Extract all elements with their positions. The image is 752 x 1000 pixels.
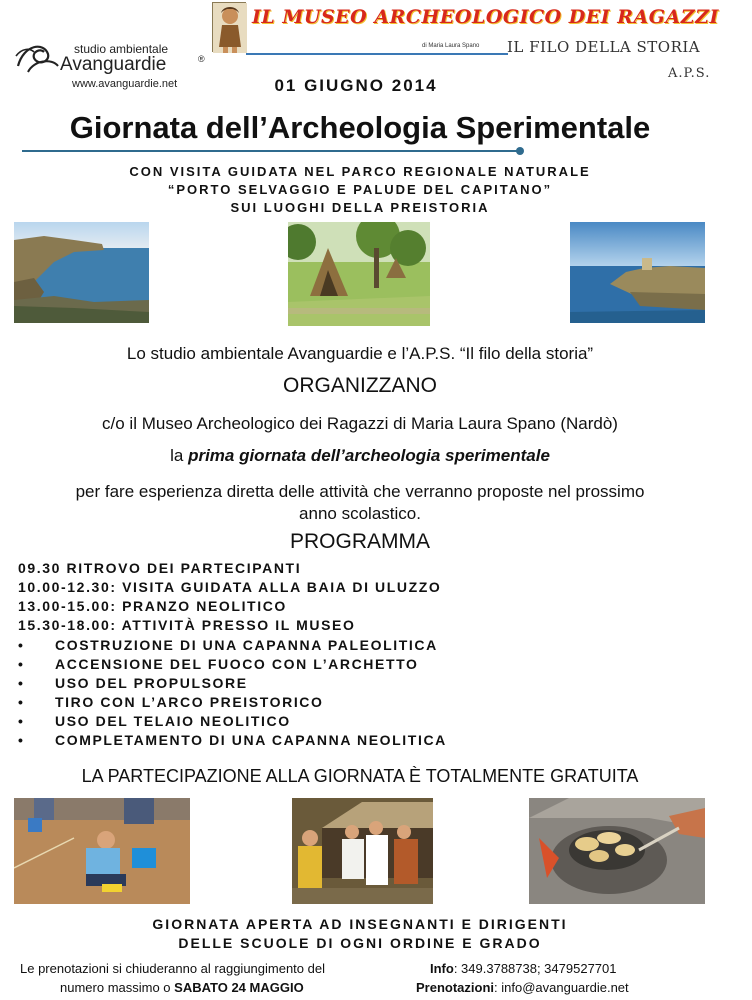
purpose-line-2: anno scolastico. — [299, 504, 421, 523]
photo-coast-cliffs — [14, 222, 149, 323]
aps-label: A.P.S. — [668, 66, 711, 81]
info-contact — [430, 961, 617, 976]
caveman-figure-icon — [212, 2, 246, 52]
photo-hut-construction — [292, 798, 433, 904]
logo-avanguardie: Avanguardie — [60, 54, 167, 75]
museo-subtitle: di Maria Laura Spano — [422, 43, 480, 49]
page-title: Giornata dell’Archeologia Sperimentale — [69, 110, 651, 145]
bullet-icon: • — [18, 713, 25, 729]
audience-line-1: GIORNATA APERTA AD INSEGNANTI E DIRIGENTI — [152, 916, 568, 932]
first-day-text — [0, 446, 720, 466]
title-rule-dot — [516, 147, 524, 155]
bullet-icon: • — [18, 732, 25, 748]
visit-line-3: SUI LUOGHI DELLA PREISTORIA — [230, 200, 490, 215]
booking-line-1: Le prenotazioni si chiuderanno al raggiungimento del — [20, 961, 325, 976]
activity-label: USO DEL TELAIO NEOLITICO — [55, 713, 291, 729]
bullet-icon: • — [18, 694, 25, 710]
first-day-prefix: la — [170, 446, 189, 465]
visit-line-1: CON VISITA GUIDATA NEL PARCO REGIONALE NATURALE — [129, 164, 591, 179]
prenotazioni-email: : info@avanguardie.net — [494, 980, 629, 995]
purpose-line-1: per fare esperienza diretta delle attività che verranno proposte nel prossimo — [75, 482, 645, 501]
schedule-item: 10.00-12.30: VISITA GUIDATA ALLA BAIA DI ULUZZO — [18, 579, 442, 595]
first-day-emphasis: prima giornata dell’archeologia sperimentale — [188, 446, 550, 465]
location-text: c/o il Museo Archeologico dei Ragazzi di Maria Laura Spano (Nardò) — [102, 414, 618, 433]
photo-prehistoric-huts — [288, 222, 430, 326]
bullet-icon: • — [18, 656, 25, 672]
audience-line-2: DELLE SCUOLE DI OGNI ORDINE E GRADO — [178, 935, 542, 951]
logo-registered-mark: ® — [198, 54, 205, 64]
event-date: 01 GIUGNO 2014 — [274, 76, 438, 95]
museo-underline — [246, 53, 508, 55]
booking-line-2 — [60, 980, 304, 995]
museo-title: IL MUSEO ARCHEOLOGICO DEI RAGAZZI — [252, 6, 719, 28]
info-phone: : 349.3788738; 3479527701 — [453, 961, 617, 976]
photo-coastal-tower — [570, 222, 705, 323]
logo-studio-ambientale: studio ambientale — [74, 42, 169, 56]
schedule-item: 09.30 RITROVO DEI PARTECIPANTI — [18, 560, 302, 576]
activity-label: COSTRUZIONE DI UNA CAPANNA PALEOLITICA — [55, 637, 438, 653]
swirl-logo-icon — [14, 36, 62, 80]
programma-heading: PROGRAMMA — [289, 530, 430, 553]
title-rule — [22, 150, 520, 152]
booking-line-2-prefix: numero massimo o — [60, 980, 175, 995]
schedule-item: 13.00-15.00: PRANZO NEOLITICO — [18, 598, 287, 614]
schedule-item: 15.30-18.00: ATTIVITÀ PRESSO IL MUSEO — [18, 617, 356, 633]
info-label: Info — [430, 961, 454, 976]
photo-neolithic-cooking — [529, 798, 705, 904]
filo-della-storia: IL FILO DELLA STORIA — [507, 38, 701, 56]
organizzano-heading: ORGANIZZANO — [282, 374, 437, 397]
booking-deadline: SABATO 24 MAGGIO — [174, 980, 304, 995]
organizers-text: Lo studio ambientale Avanguardie e l’A.P.S. “Il filo della storia” — [126, 344, 594, 363]
prenotazioni-label: Prenotazioni — [416, 980, 495, 995]
logo-url: www.avanguardie.net — [72, 78, 178, 90]
activity-label: TIRO CON L’ARCO PREISTORICO — [55, 694, 324, 710]
booking-contact — [416, 980, 629, 995]
photo-children-digging — [14, 798, 190, 904]
bullet-icon: • — [18, 637, 25, 653]
bullet-icon: • — [18, 675, 25, 691]
visit-line-2: “PORTO SELVAGGIO E PALUDE DEL CAPITANO” — [167, 182, 553, 197]
activity-label: COMPLETAMENTO DI UNA CAPANNA NEOLITICA — [55, 732, 447, 748]
activity-label: ACCENSIONE DEL FUOCO CON L’ARCHETTO — [55, 656, 419, 672]
free-participation-notice: LA PARTECIPAZIONE ALLA GIORNATA È TOTALMENTE GRATUITA — [81, 766, 639, 786]
activity-label: USO DEL PROPULSORE — [55, 675, 248, 691]
